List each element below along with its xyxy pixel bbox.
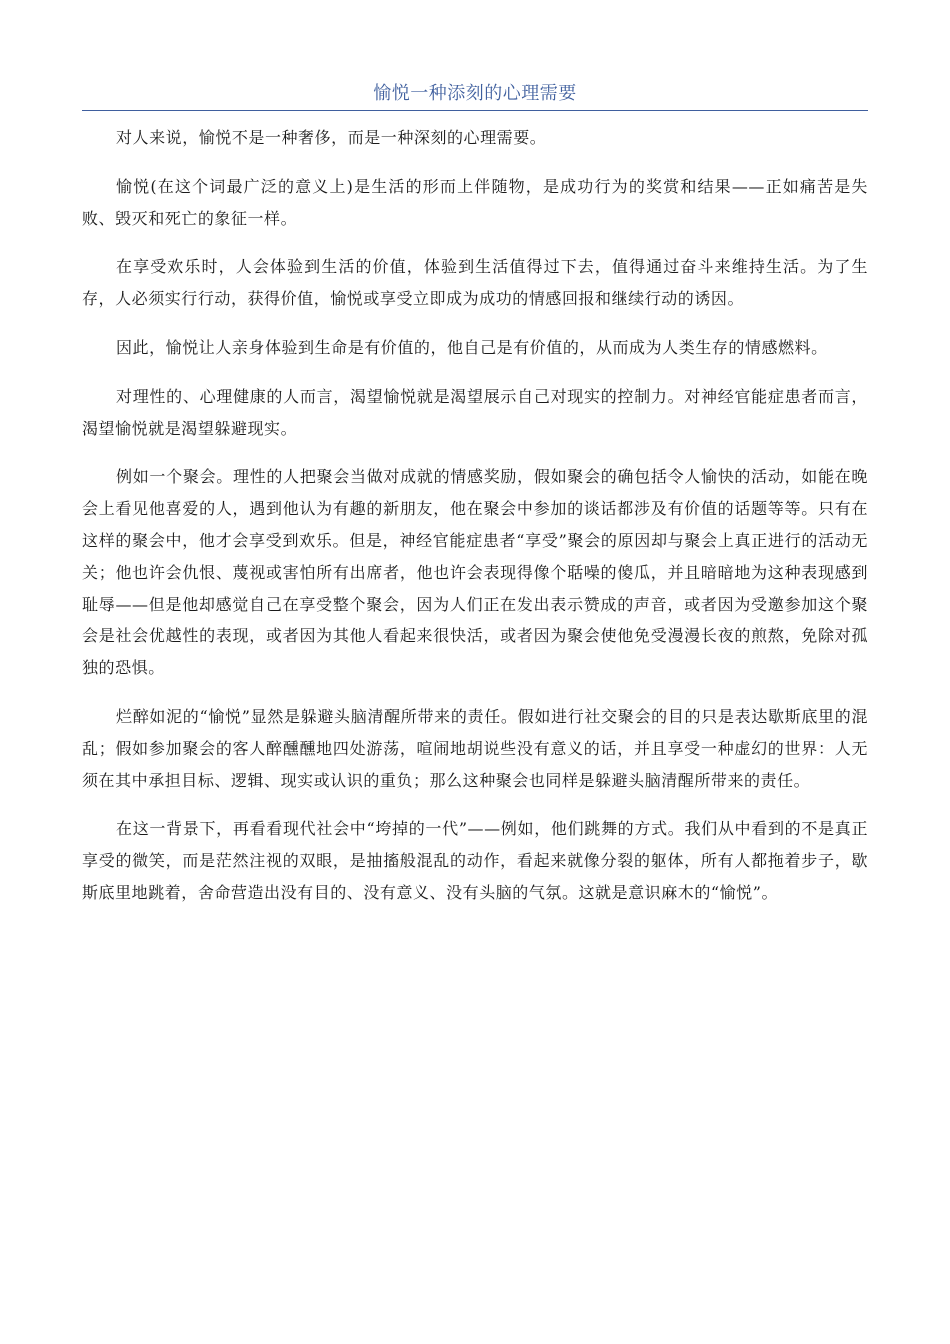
paragraph: 对理性的、心理健康的人而言，渴望愉悦就是渴望展示自己对现实的控制力。对神经官能症患者而言，渴望愉悦就是渴望躲避现实。 (82, 386, 868, 438)
title-underline-divider (82, 110, 868, 111)
paragraph: 在享受欢乐时，人会体验到生活的价值，体验到生活值得过下去，值得通过奋斗来维持生活。为了生存，人必须实行行动，获得价值，愉悦或享受立即成为成功的情感回报和继续行动的诱因。 (82, 257, 868, 309)
paragraph: 烂醉如泥的“愉悦”显然是躲避头脑清醒所带来的责任。假如进行社交聚会的目的只是表达歇斯底里的混乱；假如参加聚会的客人醉醺醺地四处游荡，喧闹地胡说些没有意义的话，并且享受一种虚幻的世界：人无须在其中承担目标、逻辑、现实或认识的重负；那么这种聚会也同样是躲避头脑清醒所带来的责任。 (82, 706, 868, 790)
paragraph: 例如一个聚会。理性的人把聚会当做对成就的情感奖励，假如聚会的确包括令人愉快的活动，如能在晚会上看见他喜爱的人，遇到他认为有趣的新朋友，他在聚会中参加的谈话都涉及有价值的话题等等。只有在这样的聚会中，他才会享受到欢乐。但是，神经官能症患者“享受”聚会的原因却与聚会上真正进行的活动无关；他也许会仇恨、蔑视或害怕所有出席者，他也许会表现得像个聒噪的傻瓜，并且暗暗地为这种表现感到耻辱——但是他却感觉自己在享受整个聚会，因为人们正在发出表示赞成的声音，或者因为受邀参加这个聚会是社会优越性的表现，或者因为其他人看起来很快活，或者因为聚会使他免受漫漫长夜的煎熬，免除对孤独的恐惧。 (82, 467, 868, 678)
article-body (82, 122, 868, 926)
paragraph: 在这一背景下，再看看现代社会中“垮掉的一代”——例如，他们跳舞的方式。我们从中看到的不是真正享受的微笑，而是茫然注视的双眼，是抽搐般混乱的动作，看起来就像分裂的躯体，所有人都拖着步子，歇斯底里地跳着，舍命营造出没有目的、没有意义、没有头脑的气氛。这就是意识麻木的“愉悦”。 (82, 819, 868, 902)
paragraph: 愉悦(在这个词最广泛的意义上)是生活的形而上伴随物，是成功行为的奖赏和结果——正如痛苦是失败、毁灭和死亡的象征一样。 (82, 176, 868, 228)
page-title: 愉悦一种添刻的心理需要 (373, 83, 577, 104)
paragraph: 对人来说，愉悦不是一种奢侈，而是一种深刻的心理需要。 (116, 128, 547, 147)
paragraph: 因此，愉悦让人亲身体验到生命是有价值的，他自己是有价值的，从而成为人类生存的情感燃料。 (116, 337, 828, 357)
